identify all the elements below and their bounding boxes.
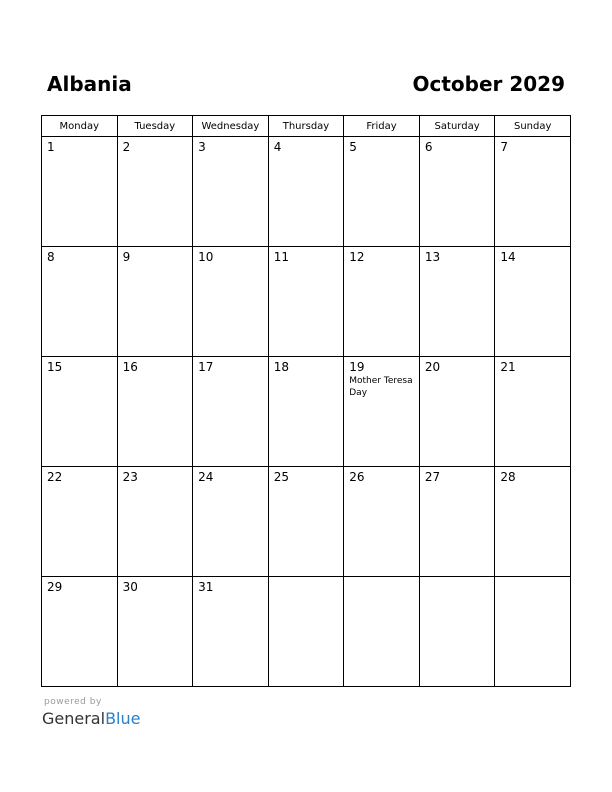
week-row [42,137,571,247]
week-row [42,467,571,577]
day-cell [268,137,344,247]
weekday-header: Friday [344,116,420,137]
day-cell [42,577,118,687]
day-number: 19 [349,360,365,374]
day-cell [344,247,420,357]
day-number: 16 [122,360,138,374]
day-cell [268,247,344,357]
day-number: 12 [349,250,365,264]
weekday-header: Saturday [419,116,495,137]
day-cell [344,357,420,467]
day-cell [344,137,420,247]
day-cell [42,247,118,357]
day-number: 6 [424,140,433,154]
day-cell [419,137,495,247]
day-cell [117,357,193,467]
week-row [42,357,571,467]
day-cell [42,137,118,247]
day-number: 20 [424,360,441,374]
day-cell [193,577,269,687]
day-number [420,577,495,580]
day-cell [42,467,118,577]
day-number: 14 [500,250,516,264]
day-number: 26 [349,470,365,484]
day-cell [193,247,269,357]
brand-name-part1: General [42,709,106,728]
week-row [42,577,571,687]
powered-by-label: powered by [44,697,102,707]
day-number: 27 [424,470,441,484]
day-number: 24 [198,470,214,484]
day-number: 15 [47,360,63,374]
day-number [344,577,419,580]
weekday-header: Wednesday [193,116,269,137]
day-cell [495,137,571,247]
day-cell [344,577,420,687]
day-cell [268,577,344,687]
day-number: 11 [273,250,289,264]
day-cell [117,247,193,357]
holiday-label: Mother Teresa Day [349,376,413,398]
day-cell [344,467,420,577]
day-cell [495,577,571,687]
day-cell [419,577,495,687]
weekday-header: Thursday [268,116,344,137]
day-cell [419,357,495,467]
day-number: 5 [349,140,357,154]
day-number: 1 [47,140,55,154]
day-cell [268,467,344,577]
day-cell [419,247,495,357]
brand-name-part2: Blue [105,709,141,728]
day-number [269,577,344,580]
week-row [42,247,571,357]
brand-logo[interactable] [42,709,140,729]
day-number: 23 [122,470,138,484]
day-number: 7 [500,140,509,154]
day-number [495,577,570,580]
weekday-header: Monday [42,116,118,137]
day-cell [495,247,571,357]
day-number: 28 [500,470,516,484]
weekday-header-row [42,116,571,137]
day-number: 30 [122,580,138,594]
day-number: 29 [47,580,63,594]
day-cell [193,137,269,247]
day-cell [117,467,193,577]
calendar-grid [41,115,571,687]
day-cell [42,357,118,467]
day-number: 18 [273,360,289,374]
day-number: 21 [500,360,516,374]
day-number: 3 [198,140,206,154]
day-number: 13 [424,250,441,264]
day-cell [117,137,193,247]
day-number: 25 [273,470,289,484]
day-number: 8 [47,250,55,264]
day-number: 4 [273,140,282,154]
day-number: 10 [198,250,214,264]
weekday-header: Tuesday [117,116,193,137]
day-cell [419,467,495,577]
day-cell [193,357,269,467]
day-number: 9 [122,250,131,264]
day-number: 17 [198,360,214,374]
weekday-header: Sunday [495,116,571,137]
day-cell [117,577,193,687]
day-number: 31 [198,580,214,594]
day-cell [193,467,269,577]
month-title: October 2029 [412,72,565,96]
day-cell [268,357,344,467]
country-title: Albania [47,72,132,96]
day-cell [495,357,571,467]
day-number: 22 [47,470,63,484]
day-number: 2 [122,140,131,154]
day-cell [495,467,571,577]
